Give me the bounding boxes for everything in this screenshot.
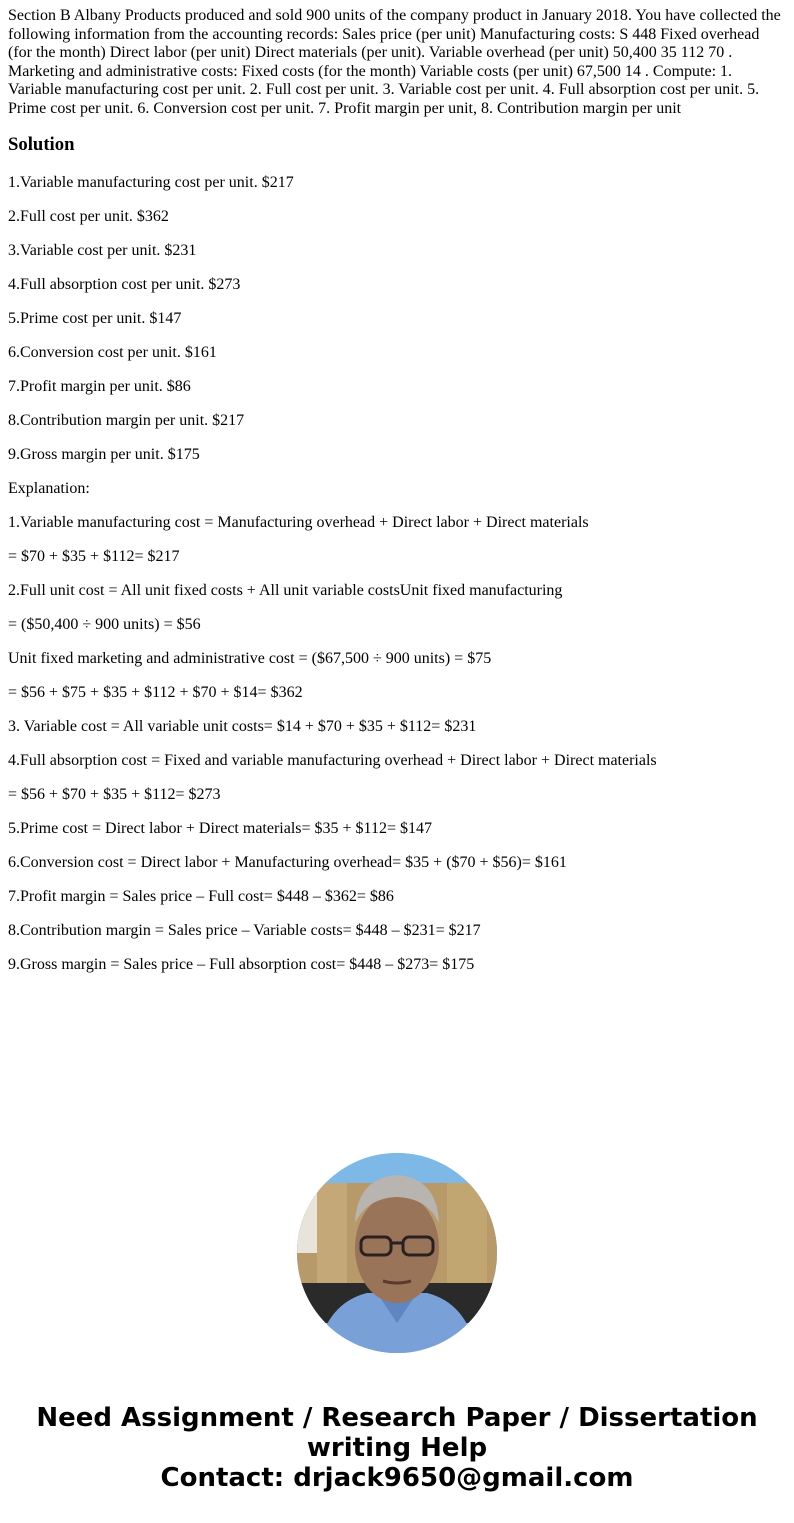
explanation-line: = $56 + $70 + $35 + $112= $273 — [8, 786, 221, 803]
avatar — [297, 1153, 497, 1353]
answer-line: 2.Full cost per unit. $362 — [8, 208, 169, 225]
question-text: Section B Albany Products produced and sold 900 units of the company product in January 2018. You have collected the following information from the accounting records: Sales price (per unit) Manufacturing costs: S 448 Fixed overhead (for the month) Direct labor (per unit) Direct materials (per unit). Variable overhead (per unit) 50,400 35 112 70 . Marketing and administrative costs: Fixed costs (for the month) Variable costs (per unit) 67,500 14 . Compute: 1. Variable manufacturing cost per unit. 2. Full cost per unit. 3. Variable cost per unit. 4. Full absorption cost per unit. 5. Prime cost per unit. 6. Conversion cost per unit. 7. Profit margin per unit, 8. Contribution margin per unit — [8, 7, 781, 117]
solution-body — [8, 174, 788, 990]
answer-line: 6.Conversion cost per unit. $161 — [8, 344, 217, 361]
person-photo-icon — [297, 1153, 497, 1353]
explanation-line: 7.Profit margin = Sales price – Full cost= $448 – $362= $86 — [8, 888, 394, 905]
answer-line: 3.Variable cost per unit. $231 — [8, 242, 197, 259]
explanation-line: = ($50,400 ÷ 900 units) = $56 — [8, 616, 201, 633]
explanation-line: = $56 + $75 + $35 + $112 + $70 + $14= $362 — [8, 684, 303, 701]
explanation-line: Unit fixed marketing and administrative cost = ($67,500 ÷ 900 units) = $75 — [8, 650, 492, 667]
banner-line-1: Need Assignment / Research Paper / Dissertation — [36, 1403, 758, 1433]
explanation-line: 5.Prime cost = Direct labor + Direct materials= $35 + $112= $147 — [8, 820, 432, 837]
answer-line: 4.Full absorption cost per unit. $273 — [8, 276, 241, 293]
banner-contact: Contact: drjack9650@gmail.com — [160, 1463, 634, 1493]
explanation-line: = $70 + $35 + $112= $217 — [8, 548, 180, 565]
explanation-line: 8.Contribution margin = Sales price – Variable costs= $448 – $231= $217 — [8, 922, 481, 939]
answer-line: 1.Variable manufacturing cost per unit. $217 — [8, 174, 294, 191]
answer-line: 5.Prime cost per unit. $147 — [8, 310, 182, 327]
explanation-line: 1.Variable manufacturing cost = Manufacturing overhead + Direct labor + Direct materials — [8, 514, 589, 531]
explanation-line: 6.Conversion cost = Direct labor + Manufacturing overhead= $35 + ($70 + $56)= $161 — [8, 854, 567, 871]
explanation-label: Explanation: — [8, 480, 90, 497]
answer-line: 8.Contribution margin per unit. $217 — [8, 412, 245, 429]
answer-line: 7.Profit margin per unit. $86 — [8, 378, 191, 395]
solution-heading: Solution — [8, 134, 75, 155]
banner-line-2: writing Help — [306, 1433, 488, 1463]
help-banner — [0, 1403, 794, 1493]
explanation-line: 3. Variable cost = All variable unit costs= $14 + $70 + $35 + $112= $231 — [8, 718, 477, 735]
explanation-line: 4.Full absorption cost = Fixed and variable manufacturing overhead + Direct labor + Direct materials — [8, 752, 657, 769]
explanation-line: 9.Gross margin = Sales price – Full absorption cost= $448 – $273= $175 — [8, 956, 475, 973]
answer-line: 9.Gross margin per unit. $175 — [8, 446, 200, 463]
explanation-line: 2.Full unit cost = All unit fixed costs + All unit variable costsUnit fixed manufacturing — [8, 582, 563, 599]
